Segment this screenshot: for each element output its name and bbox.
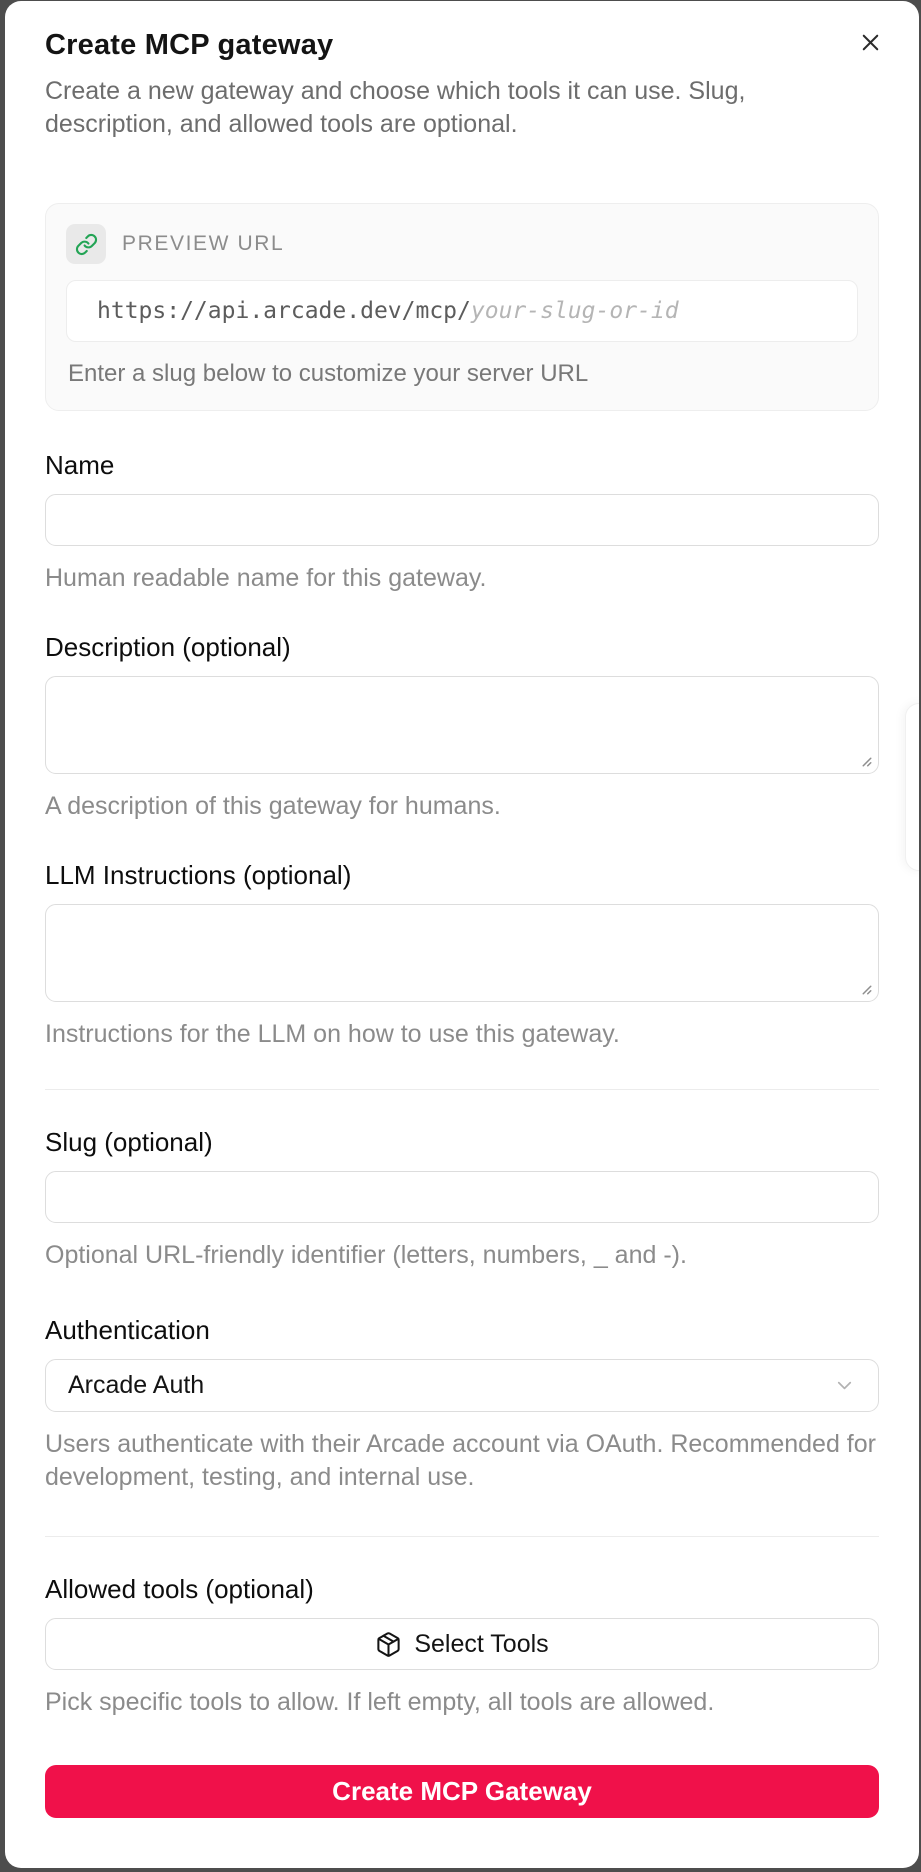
dialog-description: Create a new gateway and choose which tools it can use. Slug, description, and allowed tools are optional.: [45, 77, 746, 138]
allowed-tools-field-group: [45, 1573, 879, 1719]
preview-url-label: PREVIEW URL: [122, 232, 285, 255]
slug-input[interactable]: [45, 1171, 879, 1223]
allowed-tools-helper: Pick specific tools to allow. If left empty, all tools are allowed.: [45, 1688, 715, 1716]
create-mcp-gateway-dialog: [5, 1, 919, 1868]
llm-instructions-helper: Instructions for the LLM on how to use this gateway.: [45, 1020, 620, 1048]
authentication-select[interactable]: [45, 1359, 879, 1412]
select-tools-button-label: Select Tools: [414, 1629, 549, 1658]
slug-helper: Optional URL-friendly identifier (letters, numbers, _ and -).: [45, 1241, 687, 1269]
right-edge-scroll-artifact: [905, 703, 919, 871]
slug-label: Slug (optional): [45, 1127, 213, 1157]
llm-instructions-textarea[interactable]: [45, 904, 879, 1002]
create-mcp-gateway-button[interactable]: [45, 1765, 879, 1818]
allowed-tools-label: Allowed tools (optional): [45, 1574, 314, 1604]
preview-url-header: [66, 224, 858, 264]
name-label: Name: [45, 450, 115, 480]
authentication-label: Authentication: [45, 1315, 210, 1345]
description-textarea[interactable]: [45, 676, 879, 774]
package-icon: [375, 1631, 402, 1658]
slug-field-group: [45, 1126, 879, 1272]
create-mcp-gateway-button-label: Create MCP Gateway: [332, 1776, 592, 1806]
llm-instructions-field-group: [45, 859, 879, 1051]
authentication-field-group: [45, 1314, 879, 1494]
link-icon-chip: [66, 224, 106, 264]
section-divider: [45, 1089, 879, 1090]
authentication-helper: Users authenticate with their Arcade account via OAuth. Recommended for development, testing, and internal use.: [45, 1430, 876, 1491]
name-field-group: [45, 449, 879, 595]
description-helper: A description of this gateway for humans.: [45, 792, 501, 820]
preview-url-placeholder: your-slug-or-id: [470, 298, 679, 324]
name-helper: Human readable name for this gateway.: [45, 564, 487, 592]
llm-instructions-label: LLM Instructions (optional): [45, 860, 352, 890]
section-divider: [45, 1536, 879, 1537]
preview-url-card: [45, 203, 879, 411]
preview-url-base: https://api.arcade.dev/mcp/: [97, 298, 471, 324]
description-label: Description (optional): [45, 632, 291, 662]
preview-url-helper: Enter a slug below to customize your server URL: [68, 360, 589, 387]
link-icon: [75, 233, 98, 256]
select-tools-button[interactable]: [45, 1618, 879, 1670]
close-button[interactable]: [853, 25, 887, 59]
dialog-title: Create MCP gateway: [45, 29, 334, 61]
preview-url-display: [66, 280, 858, 342]
close-icon: [857, 29, 884, 56]
authentication-selected-value: Arcade Auth: [68, 1371, 205, 1399]
dialog-header: [45, 27, 879, 63]
chevron-down-icon: [833, 1374, 856, 1397]
name-input[interactable]: [45, 494, 879, 546]
description-field-group: [45, 631, 879, 823]
